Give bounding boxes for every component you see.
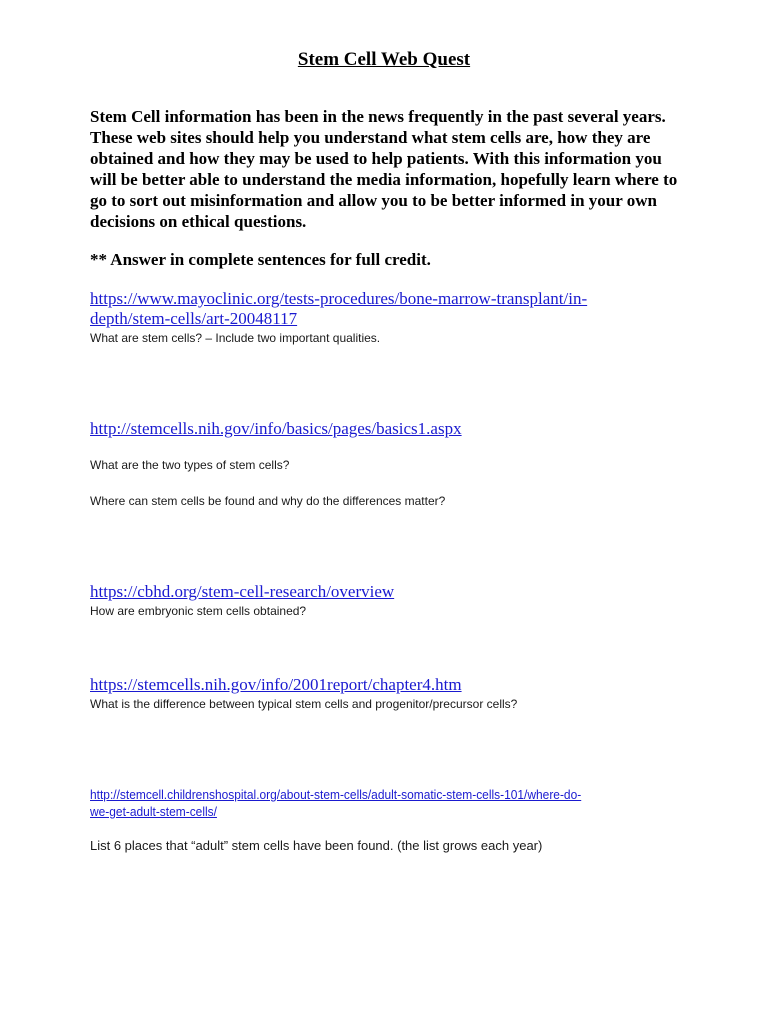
link-nih-basics[interactable]: http://stemcells.nih.gov/info/basics/pages/basics1.aspx (90, 419, 462, 438)
question-embryonic-obtained: How are embryonic stem cells obtained? (90, 604, 307, 618)
question-adult-places: List 6 places that “adult” stem cells have been found. (the list grows each year) (90, 838, 543, 853)
link-mayoclinic[interactable] (90, 289, 587, 329)
question-two-types: What are the two types of stem cells? (90, 458, 290, 472)
link-childrenshospital-line1[interactable]: http://stemcell.childrenshospital.org/about-stem-cells/adult-somatic-stem-cells-101/where-do- (90, 787, 582, 802)
page-title: Stem Cell Web Quest (297, 49, 471, 70)
question-progenitor-difference: What is the difference between typical stem cells and progenitor/precursor cells? (90, 697, 518, 711)
link-nih-2001report[interactable]: https://stemcells.nih.gov/info/2001report/chapter4.htm (90, 675, 462, 694)
link-mayoclinic-line1[interactable]: https://www.mayoclinic.org/tests-procedures/bone-marrow-transplant/in- (90, 289, 588, 308)
link-cbhd-overview[interactable]: https://cbhd.org/stem-cell-research/overview (90, 582, 395, 601)
link-childrenshospital[interactable] (90, 786, 651, 820)
question-stem-cells-qualities: What are stem cells? – Include two important qualities. (90, 331, 381, 345)
link-mayoclinic-line2[interactable]: depth/stem-cells/art-20048117 (90, 309, 298, 328)
question-where-found: Where can stem cells be found and why do the differences matter? (90, 494, 446, 508)
link-childrenshospital-line2[interactable]: we-get-adult-stem-cells/ (90, 804, 217, 819)
instruction-note: ** Answer in complete sentences for full credit. (90, 250, 431, 269)
intro-paragraph: Stem Cell information has been in the news frequently in the past several years. These web sites should help you understand what stem cells are, how they are obtained and how they may be used to help patients. With this information you will be better able to understand the media information, hopefully learn where to go to sort out misinformation and allow you to be better informed in your own decisions on ethical questions. (90, 107, 678, 231)
